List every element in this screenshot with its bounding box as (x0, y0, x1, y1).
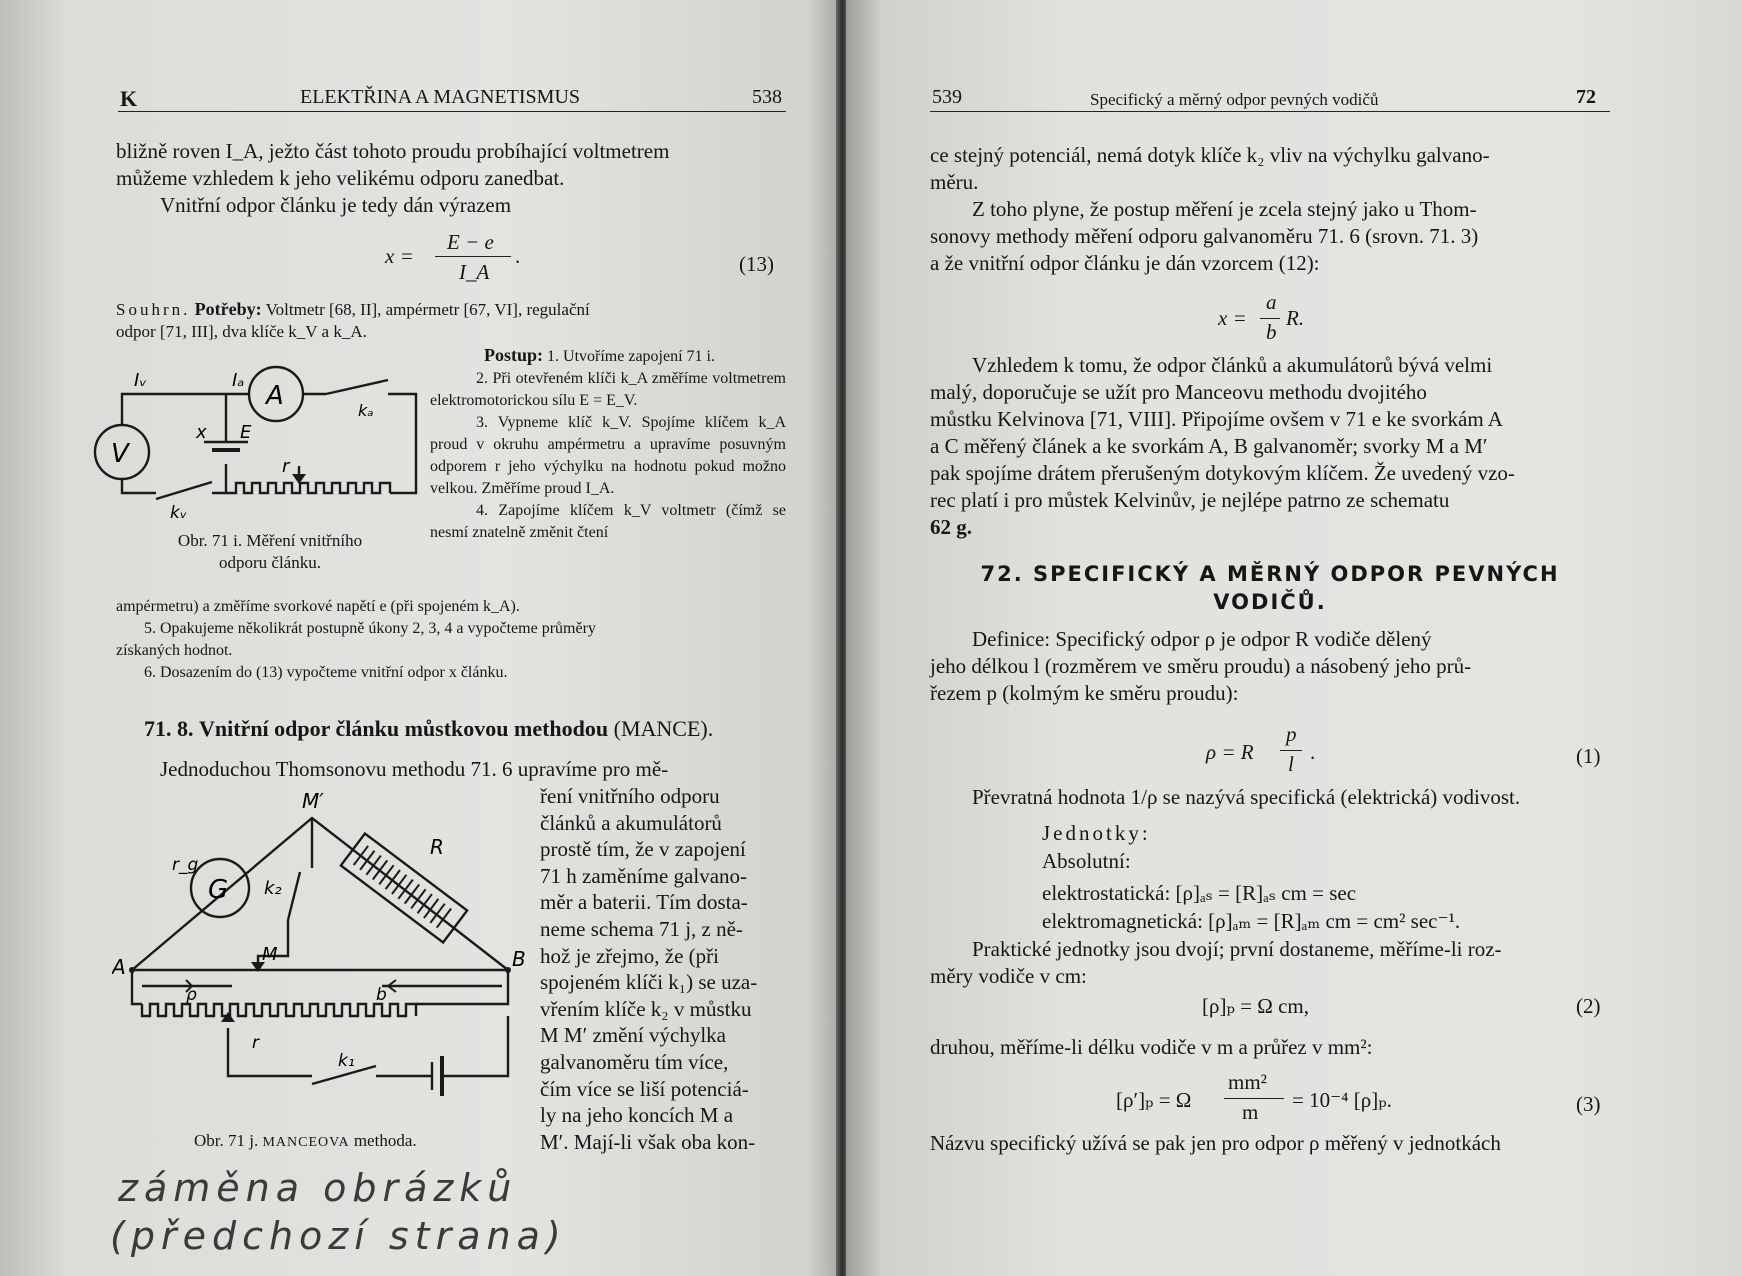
left-page (0, 0, 840, 1276)
header-title: Specifický a měrný odpor pevných vodičů (1090, 90, 1379, 109)
label-iv: Iᵥ (134, 370, 147, 391)
text-line: malý, doporučuje se užít pro Manceovu methodu dvojitého (930, 380, 1427, 404)
label-rho: ρ (186, 985, 197, 1005)
formula-12 (1218, 288, 1358, 348)
text-line: Definice: Specifický odpor ρ je odpor R vodiče dělený (972, 627, 1432, 651)
second-unit-line: druhou, měříme-li délku vodiče v m a průřez v mm²: (930, 1035, 1373, 1059)
formula-tail: . (1310, 740, 1316, 764)
column-line: spojeném klíči k₁) se uza- (540, 970, 758, 995)
formula-denominator: I_A (459, 260, 490, 284)
formula-text: [ρ]ₚ = Ω cm, (1202, 994, 1309, 1018)
text-line: Vzhledem k tomu, že odpor článků a akumulátorů bývá velmi (972, 353, 1493, 377)
column-line: ly na jeho koncích M a (540, 1103, 734, 1128)
last-line: Názvu specifický užívá se pak jen pro odpor ρ měřený v jednotkách (930, 1131, 1501, 1155)
label-b: b (376, 985, 387, 1005)
text-line: můstku Kelvinova [71, VIII]. Připojíme ovšem v 71 e ke svorkám A (930, 407, 1503, 431)
formula-number: (13) (739, 252, 774, 276)
absolute-label: Absolutní: (1042, 849, 1131, 873)
header-page-number: 538 (752, 86, 782, 108)
section-heading-71-8 (144, 716, 713, 742)
text-line: ce stejný potenciál, nemá dotyk klíče k₂ vliv na výchylku galvano- (930, 143, 1490, 167)
text-line: Z toho plyne, že postup měření je zcela stejný jako u Thom- (972, 197, 1477, 221)
label-m-prime: M′ (302, 790, 324, 813)
caption-prefix: Obr. 71 j. (194, 1131, 259, 1150)
formula-lhs: ρ = R (1206, 740, 1254, 764)
column-line: galvanoměru tím více, (540, 1049, 729, 1074)
formula-2 (1202, 994, 1610, 1024)
caption-name: MANCEOVA (262, 1135, 350, 1150)
electromagnetic-unit: elektromagnetická: [ρ]ₐₘ = [R]ₐₘ cm = cm² sec⁻¹. (1042, 909, 1461, 933)
procedure-line: 6. Dosazením do (13) vypočteme vnitřní odpor x článku. (144, 664, 508, 681)
header-section-letter: K (120, 86, 138, 111)
section-title: Vnitřní odpor článku můstkovou methodou (199, 716, 609, 741)
formula-lhs: x = (385, 244, 414, 268)
text-line: a C měřený článek a ke svorkám A, B galvanoměr; svorky M a M′ (930, 434, 1488, 458)
column-line: M′. Mají-li však oba kon- (540, 1129, 756, 1154)
header-rule (118, 111, 786, 112)
header-page-number: 539 (932, 86, 962, 108)
needs-line: Voltmetr [68, II], ampérmetr [67, VI], regulační (265, 300, 590, 319)
label-ia: Iₐ (232, 370, 245, 391)
handwritten-note-line1: záměna obrázků (118, 1166, 518, 1210)
intro-line: Vnitřní odpor článku je tedy dán výrazem (160, 193, 512, 217)
figure-71j-caption (194, 1130, 417, 1154)
label-kv: kᵥ (170, 503, 187, 523)
formula-lhs: x = (1218, 306, 1247, 330)
text-line: jeho délkou l (rozměrem ve směru proudu) a násobený jeho prů- (930, 654, 1472, 678)
intro-line: bližně roven I_A, ježto část tohoto proudu probíhající voltmetrem (116, 139, 670, 163)
procedure-column (430, 344, 786, 544)
label-b-point: B (512, 947, 526, 971)
text-line: sonovy methody měření odporu galvanoměru 71. 6 (srovn. 71. 3) (930, 224, 1479, 248)
text-line: Praktické jednotky jsou dvojí; první dostaneme, měříme-li roz- (972, 937, 1502, 961)
section-author: (MANCE). (613, 716, 714, 741)
intro-line: můžeme vzhledem k jeho velikému odporu zanedbat. (116, 166, 565, 190)
formula-number: (2) (1576, 994, 1601, 1018)
column-line: čím více se liší potenciá- (540, 1076, 749, 1101)
intro-paragraph (116, 138, 784, 219)
label-a: A (112, 955, 126, 979)
label-r: r (282, 456, 290, 477)
needs-label: Potřeby: (194, 299, 262, 319)
text-line: pak spojíme drátem přerušeným dotykovým klíčem. Že uvedený vzo- (930, 461, 1515, 485)
units-label: Jednotky: (1042, 821, 1151, 845)
label-k2: k₂ (264, 878, 282, 899)
text-line: měry vodiče v cm: (930, 964, 1087, 988)
text-line: řezem p (kolmým ke směru proudu): (930, 681, 1239, 705)
section-72-heading (930, 560, 1610, 616)
column-line: ření vnitřního odporu (540, 784, 720, 808)
summary-block (116, 298, 788, 343)
text-line: měru. (930, 170, 979, 194)
label-r: r (252, 1033, 259, 1053)
fraction-bar (1260, 318, 1280, 319)
reciprocal-line: Převratná hodnota 1/ρ se nazývá specifická (elektrická) vodivost. (972, 785, 1521, 809)
column-line: hož je zřejmo, že (při (540, 943, 719, 968)
label-rg: r_g (172, 855, 199, 875)
column-line: 71 h zaměníme galvano- (540, 863, 748, 888)
heading-line: VODIČŮ. (1213, 590, 1327, 614)
figure-71i-caption (120, 530, 420, 574)
procedure-line: 5. Opakujeme několikrát postupně úkony 2, 3, 4 a vypočteme průměry (144, 620, 596, 637)
label-k1: k₁ (338, 1051, 355, 1071)
formula-denominator: l (1288, 752, 1294, 776)
galvanometer-symbol: G (208, 875, 229, 905)
formula-tail: . (515, 244, 521, 268)
procedure-continuation (116, 596, 788, 684)
column-line: článků a akumulátorů (540, 810, 722, 835)
fraction-bar (435, 256, 511, 257)
text-line: 62 g. (930, 515, 972, 539)
formula-13 (385, 222, 785, 288)
formula-denominator: b (1266, 320, 1277, 344)
procedure-step: 1. Utvoříme zapojení 71 i. (547, 348, 715, 365)
label-ka: kₐ (358, 401, 374, 420)
caption-line: odporu článku. (219, 553, 321, 572)
formula-denominator: m (1242, 1100, 1259, 1124)
header-rule (930, 111, 1610, 112)
procedure-line: získaných hodnot. (116, 642, 233, 659)
fraction-bar (1280, 750, 1302, 751)
handwritten-note-line2: (předchozí strana) (110, 1214, 567, 1258)
column-line: prostě tím, že v zapojení (540, 837, 746, 862)
caption-suffix: methoda. (353, 1131, 417, 1150)
label-r-big: R (430, 835, 444, 859)
column-line: měr a baterii. Tím dosta- (540, 890, 748, 915)
formula-tail: = 10⁻⁴ [ρ]ₚ. (1292, 1088, 1392, 1112)
figure-71j-bridge (112, 790, 532, 1120)
formula-numerator: p (1286, 722, 1297, 746)
summary-label: Souhrn. (116, 300, 191, 319)
needs-line: odpor [71, III], dva klíče k_V a k_A. (116, 322, 367, 341)
fraction-bar (1224, 1098, 1284, 1099)
procedure-step: 2. Při otevřeném klíči k_A změříme voltmetrem elektromotorickou sílu E = E_V. (430, 370, 786, 409)
procedure-step: 3. Vypneme klíč k_V. Spojíme klíčem k_A proud v okruhu ampérmetru a upravíme posuvným odporem r jeho výchylku na hodnotu pokud možno velkou. Změříme proud I_A. (430, 414, 786, 497)
procedure-label: Postup: (484, 345, 544, 365)
voltmeter-symbol: V (111, 439, 129, 469)
practical-paragraph (930, 936, 1610, 990)
mance-first-line: Jednoduchou Thomsonovu methodu 71. 6 upravíme pro mě- (160, 757, 669, 781)
para-kelvin (930, 352, 1610, 541)
text-line: a že vnitřní odpor článku je dán vzorcem (12): (930, 251, 1320, 275)
column-line: neme schema 71 j, z ně- (540, 916, 743, 941)
procedure-step: 4. Zapojíme klíčem k_V voltmetr (čímž se nesmí znatelně změnit čtení (430, 502, 786, 541)
label-x: x (196, 422, 207, 443)
formula-number: (1) (1576, 744, 1601, 768)
formula-number: (3) (1576, 1092, 1601, 1116)
ammeter-symbol: A (266, 381, 284, 411)
header-title: ELEKTŘINA A MAGNETISMUS (300, 86, 581, 108)
heading-line: 72. SPECIFICKÝ A MĚRNÝ ODPOR PEVNÝCH (980, 562, 1560, 586)
caption-line: Obr. 71 i. Měření vnitřního (177, 531, 363, 550)
label-m: M (262, 944, 278, 965)
column-line: M M′ změní výchylka (540, 1023, 726, 1048)
formula-numerator: a (1266, 290, 1277, 314)
formula-numerator: E − e (447, 230, 494, 254)
formula-tail: R. (1286, 306, 1305, 330)
mance-text-column (540, 783, 786, 1155)
label-e: E (240, 422, 252, 443)
section-number: 71. 8. (144, 716, 194, 741)
text-line: rec platí i pro můstek Kelvinův, je nejlépe patrno ze schematu (930, 488, 1450, 512)
electrostatic-unit: elektrostatická: [ρ]ₐₛ = [R]ₐₛ cm = sec (1042, 881, 1357, 905)
formula-3 (1116, 1066, 1610, 1130)
para-potential (930, 142, 1610, 277)
procedure-line: ampérmetru) a změříme svorkové napětí e (při spojeném k_A). (116, 598, 520, 615)
formula-numerator: mm² (1228, 1070, 1267, 1094)
figure-71i-circuit (86, 356, 426, 526)
definition-paragraph (930, 626, 1610, 707)
column-line: vřením klíče k₂ v můstku (540, 996, 752, 1021)
header-section-number: 72 (1576, 86, 1596, 108)
formula-1 (1206, 718, 1610, 780)
formula-lhs: [ρ′]ₚ = Ω (1116, 1088, 1192, 1112)
right-page (846, 0, 1742, 1276)
